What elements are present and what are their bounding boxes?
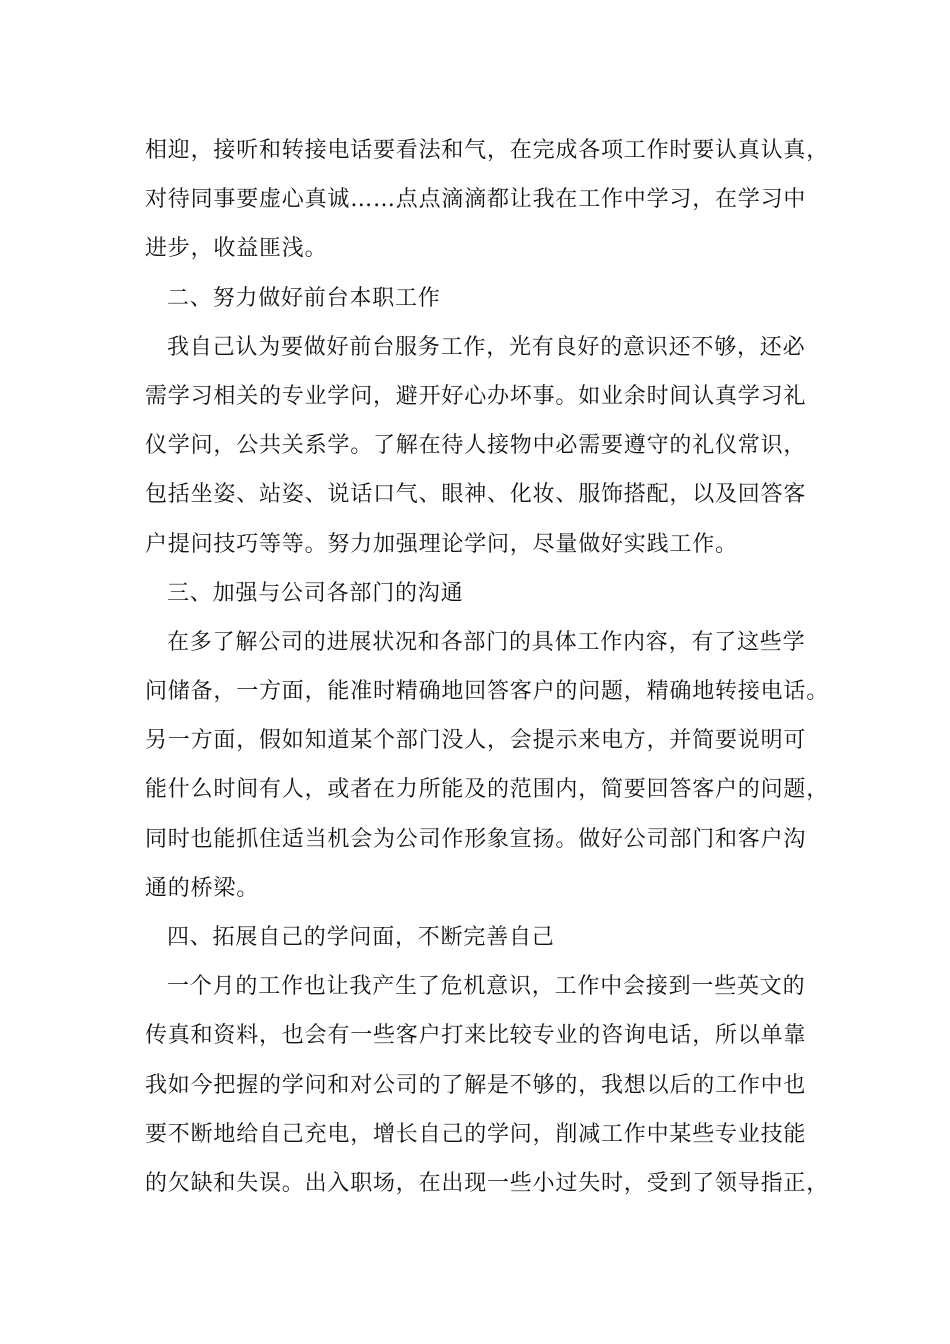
paragraph-line: 包括坐姿、站姿、说话口气、眼神、化妆、服饰搭配，以及回答客 — [145, 482, 807, 508]
paragraph-line: 要不断地给自己充电，增长自己的学问，削减工作中某些专业技能 — [145, 1121, 807, 1147]
paragraph-line: 进步，收益匪浅。 — [145, 236, 328, 262]
section-heading: 四、拓展自己的学问面，不断完善自己 — [167, 925, 555, 950]
paragraph-line: 相迎，接听和转接电话要看法和气，在完成各项工作时要认真认真， — [145, 138, 830, 163]
paragraph-line: 通的桥梁。 — [145, 875, 260, 901]
paragraph-line: 户提问技巧等等。努力加强理论学问，尽量做好实践工作。 — [145, 531, 738, 557]
paragraph-line: 在多了解公司的进展状况和各部门的具体工作内容，有了这些学 — [167, 629, 806, 655]
paragraph-line: 同时也能抓住适当机会为公司作形象宣扬。做好公司部门和客户沟 — [145, 826, 807, 852]
section-heading: 二、努力做好前台本职工作 — [167, 285, 441, 311]
paragraph-line: 另一方面，假如知道某个部门没人，会提示来电方，并简要说明可 — [145, 728, 807, 754]
document-body — [145, 126, 835, 1208]
paragraph-line: 我如今把握的学问和对公司的了解是不够的，我想以后的工作中也 — [145, 1072, 807, 1098]
paragraph-line: 传真和资料，也会有一些客户打来比较专业的咨询电话，所以单靠 — [145, 1023, 807, 1049]
paragraph-line: 我自己认为要做好前台服务工作，光有良好的意识还不够，还必 — [167, 334, 806, 360]
paragraph-line: 需学习相关的专业学问，避开好心办坏事。如业余时间认真学习礼 — [145, 383, 807, 409]
paragraph-line: 仪学问，公共关系学。了解在待人接物中必需要遵守的礼仪常识， — [145, 433, 807, 459]
paragraph-line: 能什么时间有人，或者在力所能及的范围内，简要回答客户的问题， — [145, 777, 830, 803]
paragraph-line: 问储备，一方面，能准时精确地回答客户的问题，精确地转接电话。 — [145, 679, 830, 705]
paragraph-line: 的欠缺和失误。出入职场，在出现一些小过失时，受到了领导指正， — [145, 1170, 830, 1196]
section-heading: 三、加强与公司各部门的沟通 — [167, 580, 464, 606]
paragraph-line: 对待同事要虚心真诚……点点滴滴都让我在工作中学习，在学习中 — [145, 187, 807, 213]
paragraph-line: 一个月的工作也让我产生了危机意识，工作中会接到一些英文的 — [167, 974, 806, 1000]
